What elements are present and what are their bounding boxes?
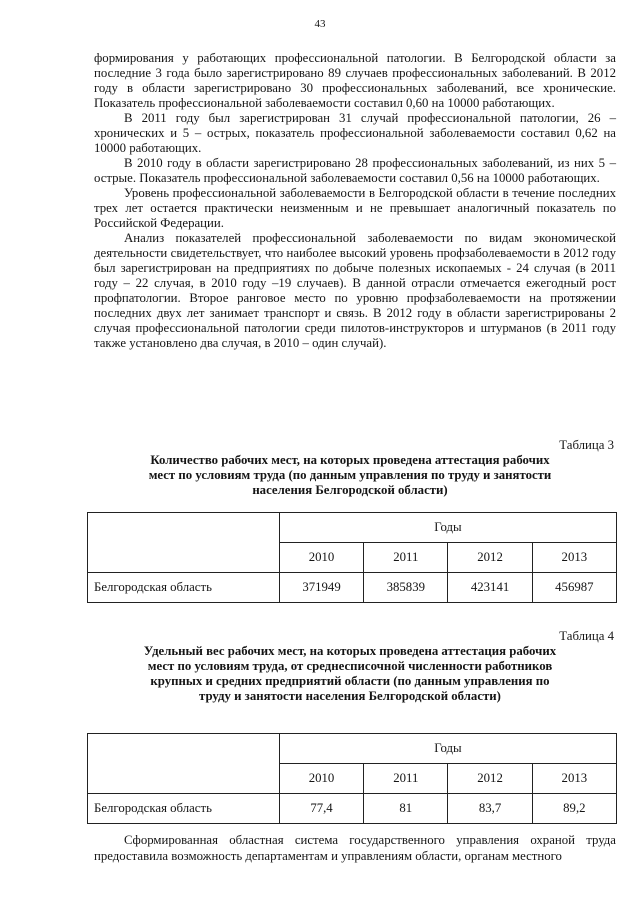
paragraph-5: Анализ показателей профессиональной заболеваемости по видам экономической деятельности свидетельствует, что наиболее высокий уровень профзаболеваемости в 2012 году был зарегистрирован на предприятиях по добыче полезных ископаемых - 24 случая (в 2011 году – 22 случая, в 2010 году –19 случаев). В данной отрасли отмечается ежегодный рост профпатологии. Второе ранговое место по уровню профзаболеваемости на протяжении последних двух лет занимает транспорт и связь. В 2012 году в области зарегистрированы 2 случая профессиональной патологии среди пилотов-инструкторов и штурманов (в 2011 году также установлено два случая, в 2010 – один случай). xyxy=(94,231,616,350)
table-4-year: 2011 xyxy=(364,764,448,794)
table-4-value: 83,7 xyxy=(448,794,532,824)
table-4-years-header: Годы xyxy=(279,734,616,764)
table-4 xyxy=(87,733,617,824)
table-3-row-label: Белгородская область xyxy=(88,573,280,603)
table-3-value: 385839 xyxy=(364,573,448,603)
table-4-row-label: Белгородская область xyxy=(88,794,280,824)
table-3-year: 2011 xyxy=(364,543,448,573)
table-3-year: 2013 xyxy=(532,543,616,573)
body-text xyxy=(94,51,616,351)
table-4-value: 81 xyxy=(364,794,448,824)
table-4-corner-cell xyxy=(88,734,280,794)
table-3 xyxy=(87,512,617,603)
table-4-value: 77,4 xyxy=(279,794,363,824)
table-4-title: Удельный вес рабочих мест, на которых проведена аттестация рабочих мест по условиям труда, от среднесписочной численности работников крупных и средних предприятий области (по данным управления по труду и занятости населения Белгородской области) xyxy=(143,644,557,703)
table-3-label: Таблица 3 xyxy=(559,438,614,452)
table-3-title: Количество рабочих мест, на которых проведена аттестация рабочих мест по условиям труда (по данным управления по труду и занятости населения Белгородской области) xyxy=(148,453,552,497)
table-3-value: 371949 xyxy=(279,573,363,603)
closing-paragraph: Сформированная областная система государственного управления охраной труда предоставила возможность департаментам и управлениям области, органам местного xyxy=(94,833,616,863)
paragraph-4: Уровень профессиональной заболеваемости в Белгородской области в течение последних трех лет остается практически неизменным и не превышает аналогичный показатель по Российской Федерации. xyxy=(94,186,616,230)
table-4-year: 2010 xyxy=(279,764,363,794)
table-4-year: 2013 xyxy=(532,764,616,794)
table-3-value: 423141 xyxy=(448,573,532,603)
table-3-year: 2012 xyxy=(448,543,532,573)
paragraph-1: формирования у работающих профессиональной патологии. В Белгородской области за последние 3 года было зарегистрировано 89 случаев профессиональных заболеваний. В 2012 году в области зарегистрировано 30 профессиональных заболеваний, все хронические. Показатель профессиональной заболеваемости составил 0,60 на 10000 работающих. xyxy=(94,51,616,110)
table-4-year: 2012 xyxy=(448,764,532,794)
table-3-year: 2010 xyxy=(279,543,363,573)
table-4-label: Таблица 4 xyxy=(559,629,614,643)
table-4-value: 89,2 xyxy=(532,794,616,824)
paragraph-2: В 2011 году был зарегистрирован 31 случай профессиональной патологии, 26 – хронических и 5 – острых, показатель профессиональной заболеваемости составил 0,62 на 10000 работающих. xyxy=(94,111,616,155)
closing-text xyxy=(94,832,616,864)
page-number: 43 xyxy=(314,18,326,30)
table-3-corner-cell xyxy=(88,513,280,573)
table-3-years-header: Годы xyxy=(279,513,616,543)
paragraph-3: В 2010 году в области зарегистрировано 28 профессиональных заболеваний, из них 5 – острые. Показатель профессиональной заболеваемости составил 0,56 на 10000 работающих. xyxy=(94,156,616,185)
table-3-value: 456987 xyxy=(532,573,616,603)
